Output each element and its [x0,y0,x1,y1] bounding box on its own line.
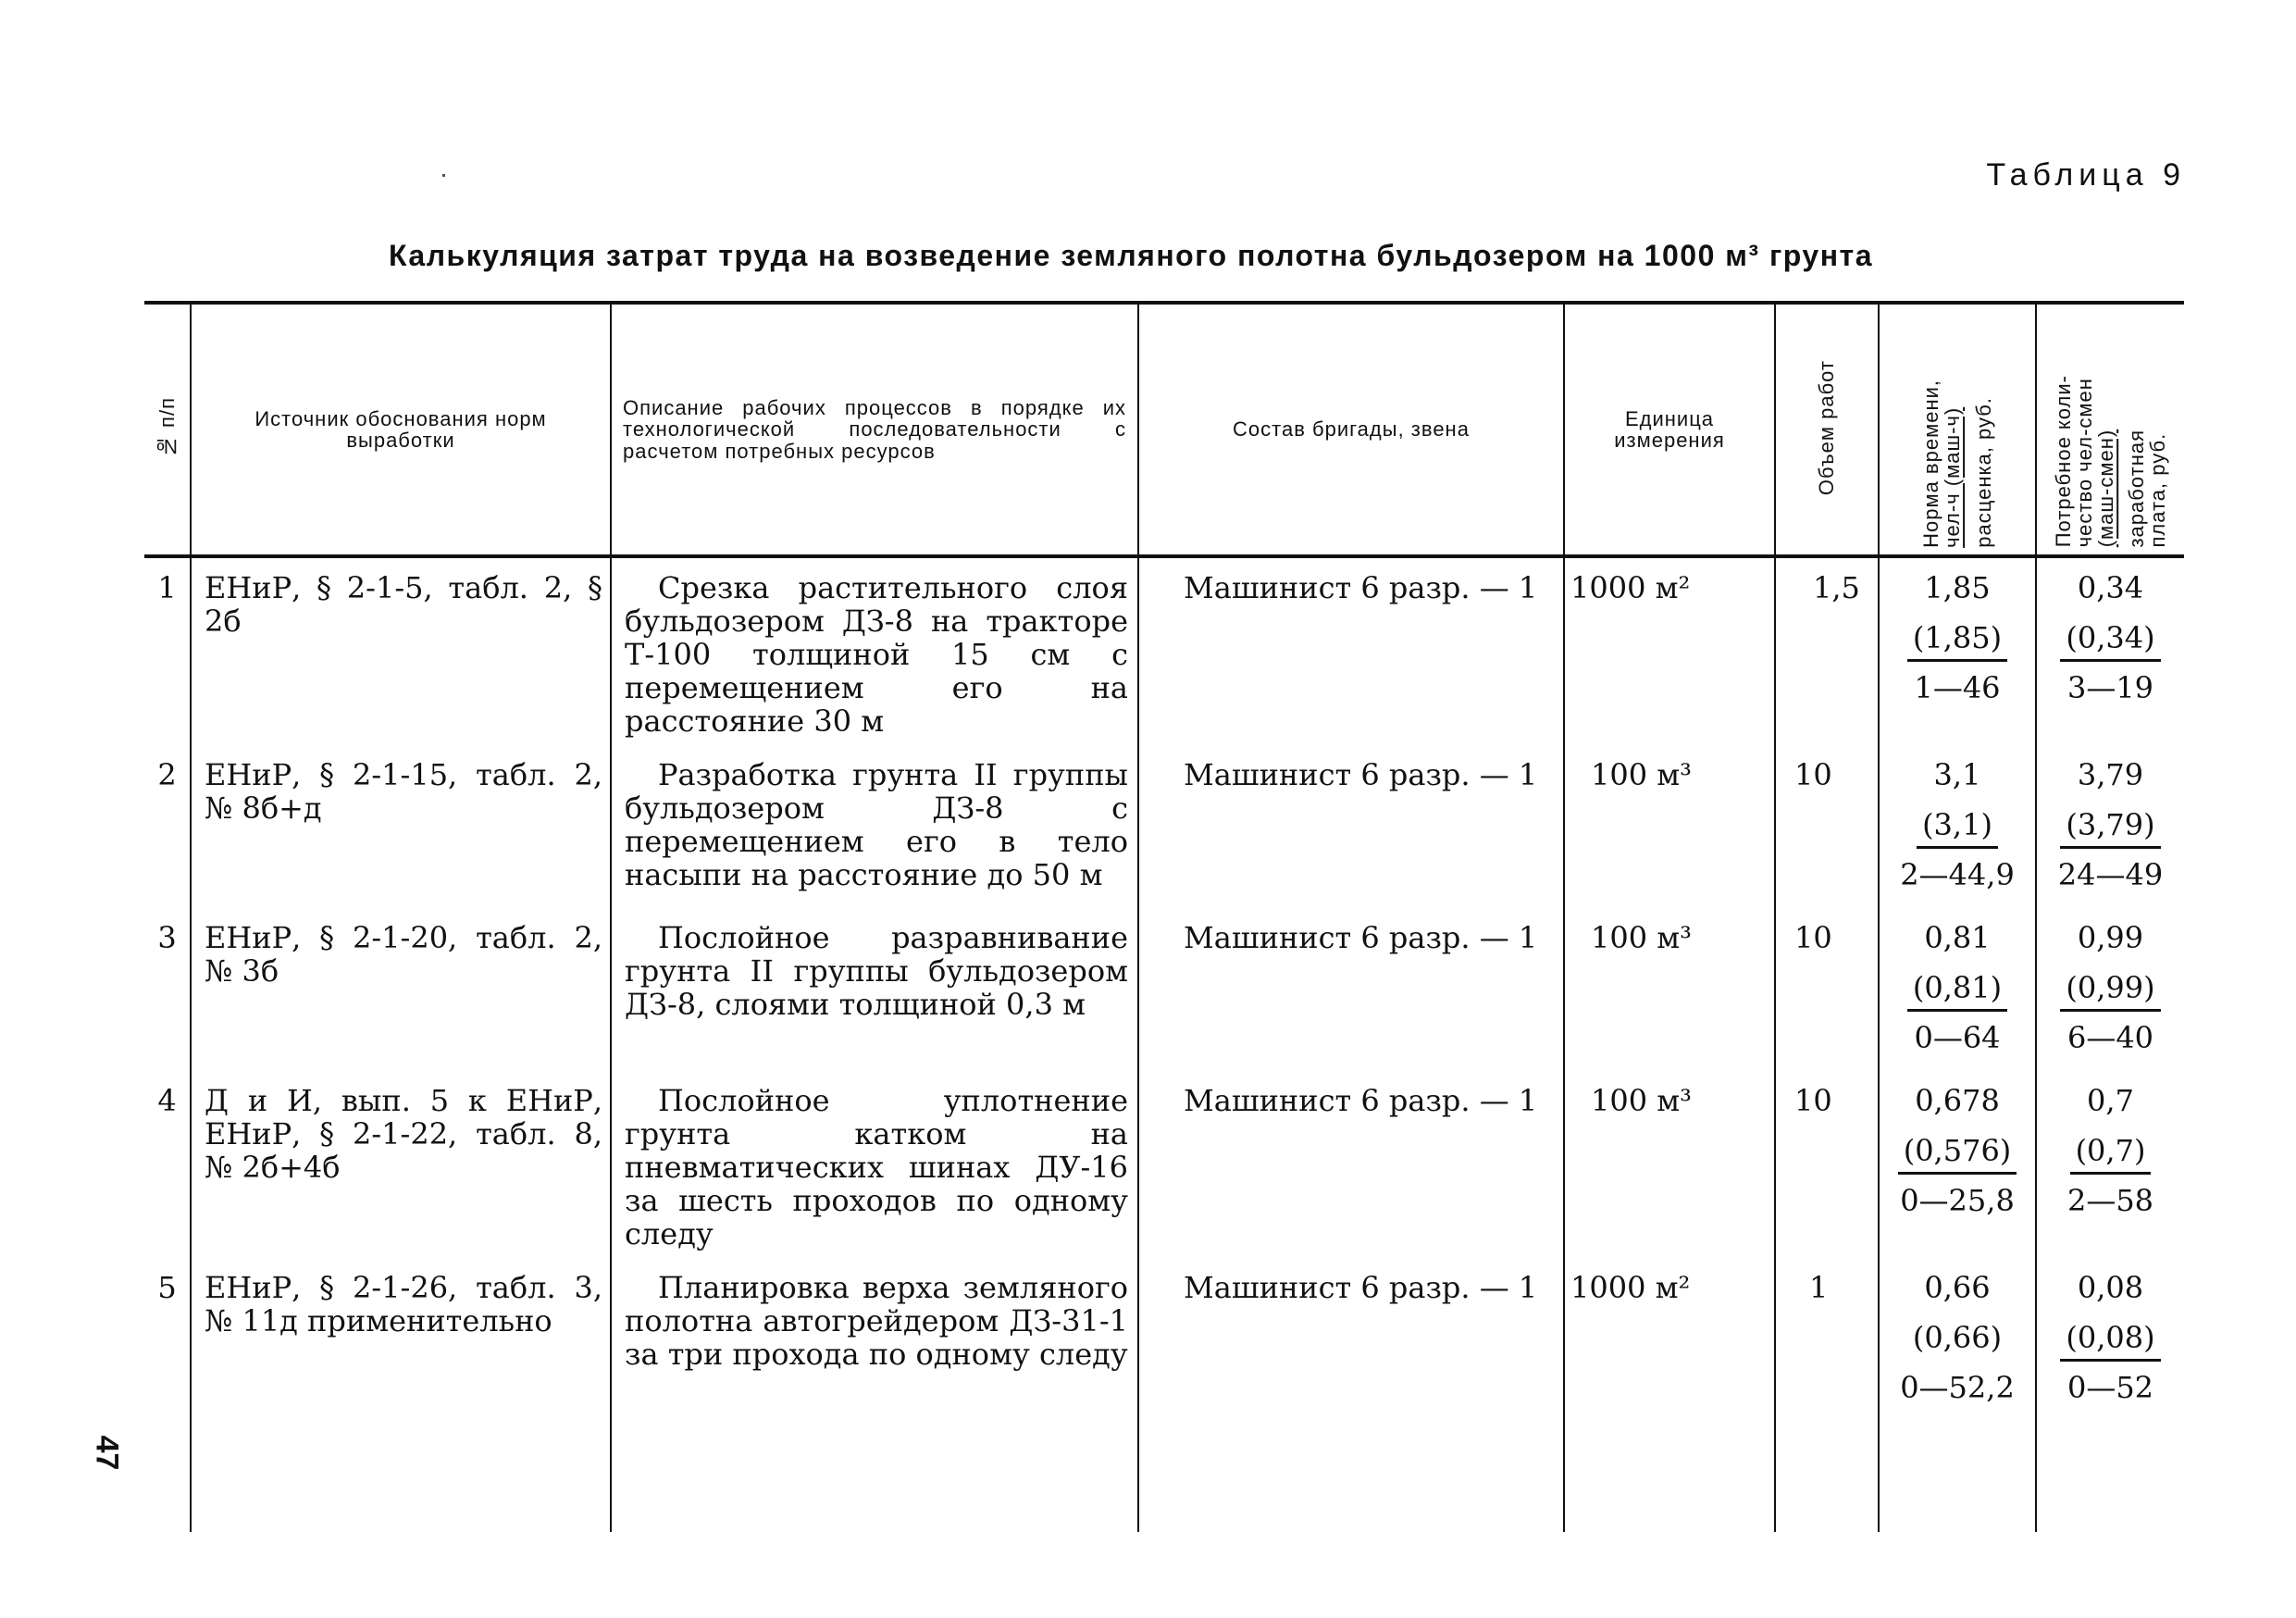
row-source: ЕНиР, § 2-1-5, табл. 2, § 2б [191,556,611,745]
row-unit: 100 м³ [1564,745,1775,908]
need-machine-shifts: (0,99) [2060,970,2160,1012]
header-norm [1879,303,2036,556]
row-brigade: Машинист 6 разр. — 1 [1138,908,1564,1071]
norm-line2: чел-ч (маш-ч) [1941,406,1965,548]
row-brigade: Машинист 6 разр. — 1 [1138,1258,1564,1421]
need-wage: 24—49 [2057,857,2164,892]
norm-machine-time: (0,81) [1907,970,2007,1012]
norm-time: 3,1 [1933,757,1981,792]
row-unit: 100 м³ [1564,1071,1775,1258]
norm-rate: 0—64 [1914,1020,2001,1055]
need-machine-shifts: (0,7) [2070,1133,2152,1175]
row-norm [1879,1071,2036,1258]
norm-machine-time: (1,85) [1907,620,2007,662]
need-line4: заработная [2125,429,2149,548]
row-norm [1879,745,2036,908]
row-need [2036,1258,2184,1421]
row-description: Разработка грунта II группы бульдозером ДЗ-8 с перемещением его в тело насыпи на расстояние до 50 м [611,745,1138,908]
norm-line3: расценка, руб. [1971,396,1995,548]
row-num: 1 [144,556,191,745]
need-shifts: 3,79 [2077,757,2144,792]
row-norm [1879,556,2036,745]
row-unit: 100 м³ [1564,908,1775,1071]
header-brigade: Состав бригады, звена [1138,303,1564,556]
row-description: Срезка растительного слоя бульдозером ДЗ-8 на тракторе Т-100 толщиной 15 см с перемещением его на расстояние 30 м [611,556,1138,745]
row-need [2036,745,2184,908]
norm-rate: 0—25,8 [1900,1183,2015,1218]
table-row [144,1258,2184,1421]
need-machine-shifts: (0,08) [2060,1320,2160,1362]
table-row [144,556,2184,745]
row-num: 2 [144,745,191,908]
norm-machine-time: (3,1) [1917,807,1998,849]
row-description: Послойное уплотнение грунта катком на пневматических шинах ДУ-16 за шесть проходов по одному следу [611,1071,1138,1258]
row-volume: 1 [1775,1258,1879,1421]
row-unit: 1000 м² [1564,1258,1775,1421]
row-norm [1879,1258,2036,1421]
norm-machine-time: (0,576) [1898,1133,2017,1175]
page-number: 47 [89,1435,125,1471]
table-title: Калькуляция затрат труда на возведение земляного полотна бульдозером на 1000 м³ грунта [389,239,1874,272]
row-source: ЕНиР, § 2-1-15, табл. 2, № 8б+д [191,745,611,908]
row-need [2036,908,2184,1071]
need-line1: Потребное коли- [2051,375,2075,548]
row-source: ЕНиР, § 2-1-26, табл. 3, № 11д применительно [191,1258,611,1421]
norm-time: 0,81 [1924,920,1991,955]
norm-time: 0,66 [1924,1270,1991,1305]
row-need [2036,556,2184,745]
row-source: ЕНиР, § 2-1-20, табл. 2, № 3б [191,908,611,1071]
norm-time: 0,678 [1915,1083,2000,1118]
row-norm [1879,908,2036,1071]
need-wage: 3—19 [2066,670,2154,705]
table-row [144,1071,2184,1258]
row-volume: 10 [1775,1071,1879,1258]
row-description: Послойное разравнивание грунта II группы бульдозером ДЗ-8, слоями толщиной 0,3 м [611,908,1138,1071]
row-unit: 1000 м² [1564,556,1775,745]
calculation-table [144,301,2184,1532]
table-row [144,745,2184,908]
row-num: 4 [144,1071,191,1258]
norm-rate: 2—44,9 [1900,857,2015,892]
need-wage: 0—52 [2066,1370,2154,1405]
header-volume: Объем работ [1775,303,1879,556]
need-line3: (маш-смен) [2093,429,2117,548]
row-volume: 1,5 [1775,556,1879,745]
need-machine-shifts: (3,79) [2060,807,2160,849]
need-wage: 6—40 [2066,1020,2154,1055]
norm-time: 1,85 [1924,570,1991,605]
need-shifts: 0,08 [2077,1270,2144,1305]
need-line5: плата, руб. [2146,432,2170,548]
row-brigade: Машинист 6 разр. — 1 [1138,1071,1564,1258]
need-line2: чество чел-смен [2072,378,2096,548]
need-machine-shifts: (0,34) [2060,620,2160,662]
header-description: Описание рабочих процессов в порядке их технологической последовательности с расчетом потребных ресурсов [611,303,1138,556]
header-num: № п/п [144,303,191,556]
row-volume: 10 [1775,745,1879,908]
norm-line1: Норма времени, [1919,379,1943,548]
norm-rate: 1—46 [1914,670,2001,705]
row-description: Планировка верха земляного полотна автогрейдером ДЗ-31-1 за три прохода по одному следу [611,1258,1138,1421]
table-spacer-row [144,1421,2184,1532]
row-num: 5 [144,1258,191,1421]
header-unit: Единица измерения [1564,303,1775,556]
need-shifts: 0,7 [2087,1083,2134,1118]
row-source: Д и И, вып. 5 к ЕНиР, ЕНиР, § 2-1-22, табл. 8, № 2б+4б [191,1071,611,1258]
header-row [144,303,2184,556]
row-volume: 10 [1775,908,1879,1071]
header-need [2036,303,2184,556]
need-shifts: 0,99 [2077,920,2144,955]
row-brigade: Машинист 6 разр. — 1 [1138,556,1564,745]
table-row [144,908,2184,1071]
norm-machine-time: (0,66) [1912,1320,2003,1355]
row-brigade: Машинист 6 разр. — 1 [1138,745,1564,908]
header-source: Источник обоснования норм выработки [191,303,611,556]
need-wage: 2—58 [2066,1183,2154,1218]
norm-rate: 0—52,2 [1900,1370,2015,1405]
row-num: 3 [144,908,191,1071]
need-shifts: 0,34 [2077,570,2144,605]
print-speck [442,174,445,177]
row-need [2036,1071,2184,1258]
table-label: Таблица 9 [1986,157,2186,193]
